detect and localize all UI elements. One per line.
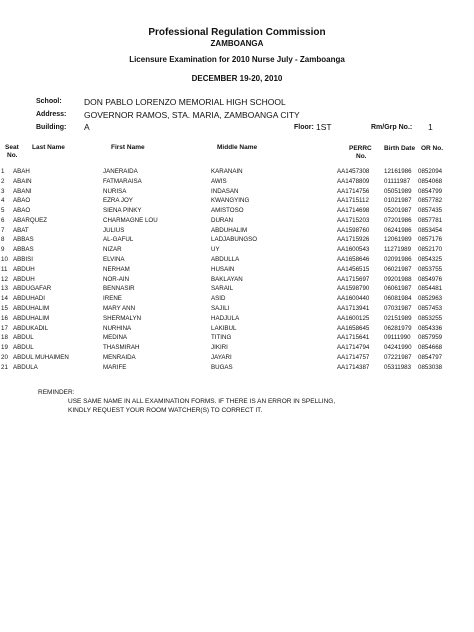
or-no: 0854325	[418, 256, 443, 263]
table-row	[0, 295, 474, 304]
birth-date: 02151989	[384, 315, 412, 322]
building-label: Building:	[36, 124, 67, 131]
or-no: 0854799	[418, 188, 443, 195]
table-row	[0, 227, 474, 236]
middle-name: ASID	[211, 295, 226, 302]
table-row	[0, 207, 474, 216]
last-name: ABDUHADI	[13, 295, 45, 302]
birth-date: 06281979	[384, 325, 412, 332]
seat-no: 16	[1, 315, 8, 322]
middle-name: BAKLAYAN	[211, 276, 243, 283]
header-seat: Seat	[5, 144, 19, 151]
first-name: NERHAM	[103, 266, 130, 273]
last-name: ABANI	[13, 188, 32, 195]
school-label: School:	[36, 98, 62, 105]
table-row	[0, 266, 474, 275]
last-name: ABDUL MUHAIMEN	[13, 354, 69, 361]
birth-date: 04241990	[384, 344, 412, 351]
birth-date: 06241986	[384, 227, 412, 234]
building-value: A	[84, 122, 90, 132]
birth-date: 02091986	[384, 256, 412, 263]
first-name: MARY ANN	[103, 305, 136, 312]
seat-no: 8	[1, 236, 5, 243]
first-name: IRENE	[103, 295, 122, 302]
birth-date: 07201986	[384, 217, 412, 224]
or-no: 0854668	[418, 344, 443, 351]
first-name: CHARMAGNE LOU	[103, 217, 158, 224]
header-or-no: OR No.	[421, 145, 444, 152]
last-name: ABDUL	[13, 334, 34, 341]
first-name: NIZAR	[103, 246, 122, 253]
seat-no: 19	[1, 344, 8, 351]
birth-date: 01021987	[384, 197, 412, 204]
or-no: 0854336	[418, 325, 443, 332]
middle-name: TITING	[211, 334, 232, 341]
seat-no: 17	[1, 325, 8, 332]
perrc-no: AA1714756	[337, 188, 370, 195]
first-name: EZRA JOY	[103, 197, 133, 204]
last-name: ABDUH	[13, 266, 35, 273]
first-name: AL-GAFUL	[103, 236, 134, 243]
last-name: ABBAS	[13, 236, 34, 243]
or-no: 0853454	[418, 227, 443, 234]
birth-date: 06021987	[384, 266, 412, 273]
table-row	[0, 305, 474, 314]
or-no: 0854797	[418, 354, 443, 361]
perrc-no: AA1714757	[337, 354, 370, 361]
seat-no: 7	[1, 227, 5, 234]
perrc-no: AA1715112	[337, 197, 369, 204]
or-no: 0852094	[418, 168, 443, 175]
birth-date: 07221987	[384, 354, 412, 361]
table-row	[0, 256, 474, 265]
or-no: 0852170	[418, 246, 443, 253]
last-name: ABDUHALIM	[13, 315, 50, 322]
last-name: ABDUL	[13, 344, 34, 351]
floor-value: 1ST	[316, 122, 332, 132]
first-name: ELVINA	[103, 256, 125, 263]
or-no: 0852963	[418, 295, 443, 302]
perrc-no: AA1600543	[337, 246, 370, 253]
birth-date: 11271989	[384, 246, 412, 253]
or-no: 0857959	[418, 334, 443, 341]
seat-no: 13	[1, 285, 8, 292]
last-name: ABAIN	[13, 178, 32, 185]
middle-name: ABDUHALIM	[211, 227, 248, 234]
or-no: 0857453	[418, 305, 443, 312]
table-row	[0, 217, 474, 226]
header-seat-no: No.	[7, 152, 18, 159]
birth-date: 12161986	[384, 168, 412, 175]
perrc-no: AA1715203	[337, 217, 370, 224]
middle-name: HUSAIN	[211, 266, 235, 273]
middle-name: LAKIBUL	[211, 325, 237, 332]
last-name: ABAT	[13, 227, 29, 234]
birth-date: 07031987	[384, 305, 412, 312]
header-middle-name: Middle Name	[217, 144, 258, 151]
exam-title: Licensure Examination for 2010 Nurse July - Zamboanga	[129, 55, 345, 64]
table-row	[0, 178, 474, 187]
last-name: ABDUH	[13, 276, 35, 283]
birth-date: 12061989	[384, 236, 412, 243]
birth-date: 09111990	[384, 334, 411, 341]
table-row	[0, 344, 474, 353]
seat-no: 12	[1, 276, 8, 283]
table-row	[0, 354, 474, 363]
middle-name: SARAIL	[211, 285, 234, 292]
perrc-no: AA1715641	[337, 334, 370, 341]
first-name: JANERAIDA	[103, 168, 138, 175]
region-title: ZAMBOANGA	[210, 39, 264, 48]
or-no: 0857781	[418, 217, 443, 224]
perrc-no: AA1600440	[337, 295, 370, 302]
perrc-no: AA1457308	[337, 168, 370, 175]
middle-name: UY	[211, 246, 220, 253]
middle-name: ABDULLA	[211, 256, 240, 263]
first-name: NURISA	[103, 188, 127, 195]
first-name: MEDINA	[103, 334, 128, 341]
school-value: DON PABLO LORENZO MEMORIAL HIGH SCHOOL	[84, 97, 286, 107]
reminder-line-2: KINDLY REQUEST YOUR ROOM WATCHER(S) TO CORRECT IT.	[68, 407, 263, 414]
first-name: NOR-AIN	[103, 276, 130, 283]
last-name: ABBAS	[13, 246, 34, 253]
perrc-no: AA1456515	[337, 266, 370, 273]
seat-no: 21	[1, 364, 8, 371]
table-row	[0, 168, 474, 177]
header-last-name: Last Name	[32, 144, 65, 151]
perrc-no: AA1658645	[337, 325, 370, 332]
birth-date: 05201987	[384, 207, 412, 214]
or-no: 0857435	[418, 207, 443, 214]
or-no: 0853755	[418, 266, 443, 273]
address-value: GOVERNOR RAMOS, STA. MARIA, ZAMBOANGA CITY	[84, 110, 300, 120]
first-name: MENRAIDA	[103, 354, 136, 361]
seat-no: 1	[1, 168, 5, 175]
or-no: 0857782	[418, 197, 443, 204]
last-name: ABDUKADIL	[13, 325, 49, 332]
table-row	[0, 197, 474, 206]
seat-no: 4	[1, 197, 5, 204]
header-first-name: First Name	[111, 144, 145, 151]
perrc-no: AA1714698	[337, 207, 370, 214]
room-label: Rm/Grp No.:	[371, 124, 413, 131]
last-name: ABDUGAFAR	[13, 285, 52, 292]
last-name: ABDULA	[13, 364, 38, 371]
reminder-title: REMINDER:	[38, 389, 75, 396]
birth-date: 06061987	[384, 285, 412, 292]
last-name: ABAO	[13, 207, 31, 214]
middle-name: JAYARI	[211, 354, 232, 361]
middle-name: AWIS	[211, 178, 227, 185]
birth-date: 09201988	[384, 276, 412, 283]
last-name: ABDUHALIM	[13, 305, 50, 312]
exam-dates: DECEMBER 19-20, 2010	[191, 74, 283, 83]
perrc-no: AA1715697	[337, 276, 370, 283]
table-row	[0, 236, 474, 245]
table-row	[0, 325, 474, 334]
table-row	[0, 188, 474, 197]
middle-name: INDASAN	[211, 188, 239, 195]
seat-no: 14	[1, 295, 8, 302]
birth-date: 01111987	[384, 178, 411, 185]
first-name: NURHINA	[103, 325, 132, 332]
perrc-no: AA1715926	[337, 236, 370, 243]
last-name: ABAH	[13, 168, 30, 175]
first-name: FATMARAISA	[103, 178, 142, 185]
first-name: BENNASIR	[103, 285, 135, 292]
table-row	[0, 315, 474, 324]
middle-name: HADJULA	[211, 315, 240, 322]
birth-date: 06081984	[384, 295, 412, 302]
reminder-line-1: USE SAME NAME IN ALL EXAMINATION FORMS. IF THERE IS AN ERROR IN SPELLING,	[68, 398, 336, 405]
org-title: Professional Regulation Commission	[148, 27, 326, 38]
seat-no: 20	[1, 354, 8, 361]
middle-name: KARANAIN	[211, 168, 243, 175]
middle-name: JIKIRI	[211, 344, 228, 351]
or-no: 0853038	[418, 364, 443, 371]
table-row	[0, 334, 474, 343]
perrc-no: AA1598790	[337, 285, 370, 292]
seat-no: 18	[1, 334, 8, 341]
seat-no: 2	[1, 178, 5, 185]
perrc-no: AA1714387	[337, 364, 370, 371]
perrc-no: AA1713941	[337, 305, 370, 312]
seat-no: 6	[1, 217, 5, 224]
address-label: Address:	[36, 111, 67, 118]
first-name: THASMIRAH	[103, 344, 140, 351]
or-no: 0857176	[418, 236, 443, 243]
or-no: 0854481	[418, 285, 443, 292]
table-row	[0, 285, 474, 294]
first-name: MARIFE	[103, 364, 127, 371]
birth-date: 05311983	[384, 364, 412, 371]
header-birth-date: Birth Date	[384, 145, 416, 152]
or-no: 0854068	[418, 178, 443, 185]
seat-no: 3	[1, 188, 5, 195]
seat-no: 15	[1, 305, 8, 312]
middle-name: SAJILI	[211, 305, 230, 312]
reminder-note	[38, 388, 335, 415]
room-value: 1	[428, 122, 433, 132]
or-no: 0853255	[418, 315, 443, 322]
table-row	[0, 276, 474, 285]
or-no: 0854976	[418, 276, 443, 283]
middle-name: DURAN	[211, 217, 234, 224]
middle-name: LADJABUNGSO	[211, 236, 258, 243]
floor-label: Floor:	[294, 124, 314, 131]
seat-no: 11	[1, 266, 8, 273]
middle-name: AMISTOSO	[211, 207, 244, 214]
table-row	[0, 246, 474, 255]
seat-no: 9	[1, 246, 5, 253]
first-name: JULIUS	[103, 227, 125, 234]
middle-name: KWANGYING	[211, 197, 250, 204]
last-name: ABBISI	[13, 256, 33, 263]
first-name: SIENA PINKY	[103, 207, 142, 214]
perrc-no: AA1658646	[337, 256, 370, 263]
perrc-no: AA1714794	[337, 344, 370, 351]
last-name: ABARQUEZ	[13, 217, 48, 224]
birth-date: 05051989	[384, 188, 412, 195]
header-perrc-no: No.	[356, 153, 367, 160]
table-row	[0, 364, 474, 373]
middle-name: BUGAS	[211, 364, 233, 371]
seat-no: 5	[1, 207, 5, 214]
perrc-no: AA1600125	[337, 315, 370, 322]
perrc-no: AA1598760	[337, 227, 370, 234]
seat-no: 10	[1, 256, 8, 263]
last-name: ABAO	[13, 197, 31, 204]
first-name: SHERMALYN	[103, 315, 142, 322]
header-perrc: PERRC	[349, 145, 372, 152]
perrc-no: AA1478809	[337, 178, 370, 185]
